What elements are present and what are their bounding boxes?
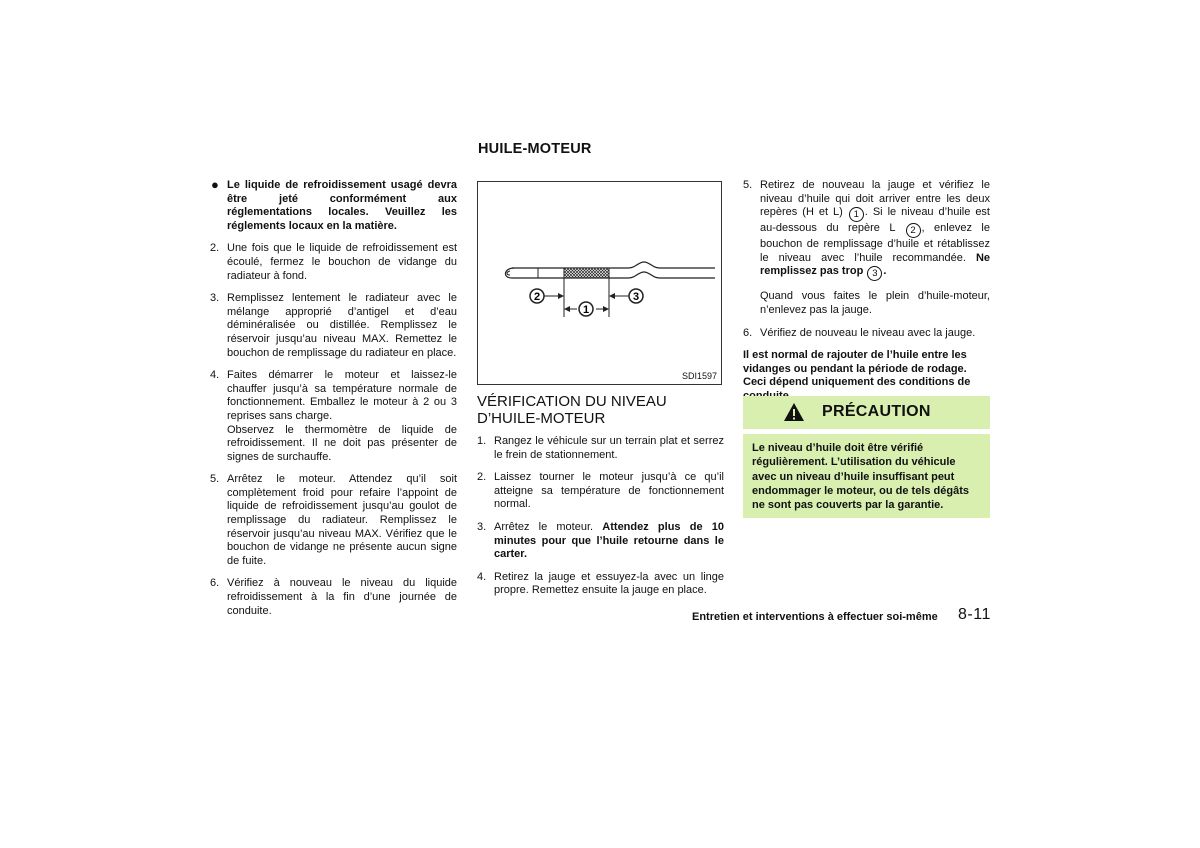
item-text: Vérifiez à nouveau le niveau du liquide refroidissement à la fin d’une journée de conduite. bbox=[227, 577, 457, 617]
item-number: 6. bbox=[743, 326, 753, 339]
list-item bbox=[210, 242, 457, 283]
precaution-title: PRÉCAUTION bbox=[822, 403, 931, 420]
page-number: 8-11 bbox=[958, 606, 991, 623]
dipstick-diagram bbox=[477, 181, 722, 385]
dipstick-illustration bbox=[478, 182, 723, 386]
heading-line-2: D’HUILE-MOTEUR bbox=[477, 410, 606, 427]
list-item bbox=[743, 179, 990, 281]
item-text: Retirez de nouveau la jauge et vérifiez le niveau d’huile qui doit arriver entre les deux repères (H et L) bbox=[760, 179, 990, 219]
item-text: Remplissez lentement le radiateur avec le mélange approprié d’antigel et d’eau déminéralisée ou distillée. Remplissez le réservoir jusqu’au niveau MAX. Remettez le bouchon de remplissage du radiateur en place. bbox=[227, 292, 457, 359]
item-number: 1. bbox=[477, 435, 487, 447]
item-number: 3. bbox=[210, 292, 220, 305]
column-2 bbox=[477, 393, 724, 607]
item-text: . Si le niveau d’huile est au-dessous du repère L bbox=[760, 206, 990, 235]
column-1 bbox=[210, 179, 457, 627]
item-text: Vérifiez de nouveau le niveau avec la jauge. bbox=[760, 326, 976, 339]
heading-line-1: VÉRIFICATION DU NIVEAU bbox=[477, 393, 667, 410]
list-item bbox=[210, 577, 457, 618]
list-item bbox=[477, 471, 724, 512]
bold-note: Il est normal de rajouter de l’huile entre les vidanges ou pendant la période de rodage. Ceci dépend uniquement des conditions de bbox=[743, 349, 971, 389]
bullet-icon: ● bbox=[211, 177, 219, 192]
list-item bbox=[477, 521, 724, 562]
item-number: 5. bbox=[743, 179, 753, 191]
circled-number-1: 1 bbox=[849, 207, 864, 222]
item-text: Faites démarrer le moteur et laissez-le chauffer jusqu’à sa température normale de fonctionnement. Emballez le moteur à 2 ou 3 reprises sans charge. bbox=[227, 369, 457, 422]
circled-number-2: 2 bbox=[906, 223, 921, 238]
item-number: 2. bbox=[477, 471, 487, 484]
item-text: Laissez tourner le moteur jusqu’à ce qu’il atteigne sa température de fonctionnement normal. bbox=[494, 471, 724, 511]
bullet-item bbox=[210, 179, 457, 233]
item-text: Arrêtez le moteur. bbox=[494, 520, 594, 533]
diagram-label-1: 1 bbox=[582, 304, 590, 316]
diagram-label-3: 3 bbox=[632, 291, 640, 303]
item-text: Retirez la jauge et essuyez-la avec un linge propre. Remettez ensuite la jauge en place. bbox=[494, 570, 724, 597]
warning-icon bbox=[783, 402, 805, 422]
list-item bbox=[210, 369, 457, 464]
list-item bbox=[477, 571, 724, 598]
section-title: HUILE-MOTEUR bbox=[478, 141, 592, 157]
item-bold-text: Ne remplissez pas trop bbox=[760, 251, 990, 278]
list-item bbox=[477, 435, 724, 462]
item-number: 3. bbox=[477, 520, 487, 533]
chapter-footer: Entretien et interventions à effectuer soi-même bbox=[692, 611, 938, 623]
list-item bbox=[210, 292, 457, 360]
precaution-header bbox=[743, 396, 990, 429]
diagram-label-2: 2 bbox=[533, 291, 541, 303]
list-item bbox=[743, 327, 990, 341]
item-bold-text: Attendez plus de 10 minutes pour que l’huile retourne dans le carter. bbox=[494, 520, 725, 561]
item-text: Une fois que le liquide de refroidissement est écoulé, fermez le bouchon de vidange du radiateur à fond. bbox=[227, 242, 457, 282]
item-number: 5. bbox=[210, 473, 220, 486]
column-3 bbox=[743, 179, 990, 412]
item-end: . bbox=[883, 265, 887, 278]
item-text: Rangez le véhicule sur un terrain plat et serrez le frein de stationnement. bbox=[494, 435, 724, 461]
diagram-code: SDI1597 bbox=[681, 371, 717, 381]
item-number: 4. bbox=[210, 369, 220, 382]
bullet-text: Le liquide de refroidissement usagé devra être jeté conformément aux réglementations locales. Veuillez les réglements locaux en la matière. bbox=[227, 179, 457, 232]
list-item bbox=[210, 473, 457, 568]
item-subtext: Observez le thermomètre de liquide de refroidissement. Il ne doit pas présenter de signes de surchauffe. bbox=[227, 423, 457, 463]
item-number: 6. bbox=[210, 577, 220, 590]
circled-number-3: 3 bbox=[867, 266, 882, 281]
item-text: , enlevez le bouchon de remplissage d’huile et rétablissez le niveau avec l’huile recommandée. bbox=[760, 222, 990, 264]
item-number: 2. bbox=[210, 242, 220, 255]
subsection-heading bbox=[477, 393, 724, 427]
precaution-body: Le niveau d’huile doit être vérifié régulièrement. L’utilisation du véhicule avec un niveau d’huile insuffisant peut endommager le moteur, ou de tels dégâts ne sont pas couverts par la garantie. bbox=[743, 434, 990, 518]
paragraph: Quand vous faites le plein d’huile-moteur, n’enlevez pas la jauge. bbox=[760, 290, 990, 316]
item-text: Arrêtez le moteur. Attendez qu’il soit complètement froid pour refaire l’appoint de liquide de refroidissement jusqu’au goulot de remplissage du radiateur. Remplissez le réservoir jusqu’au niveau MAX. Vérifiez que le bouchon de vidange ne présente aucun signe de fuite. bbox=[227, 473, 457, 567]
item-number: 4. bbox=[477, 570, 487, 583]
